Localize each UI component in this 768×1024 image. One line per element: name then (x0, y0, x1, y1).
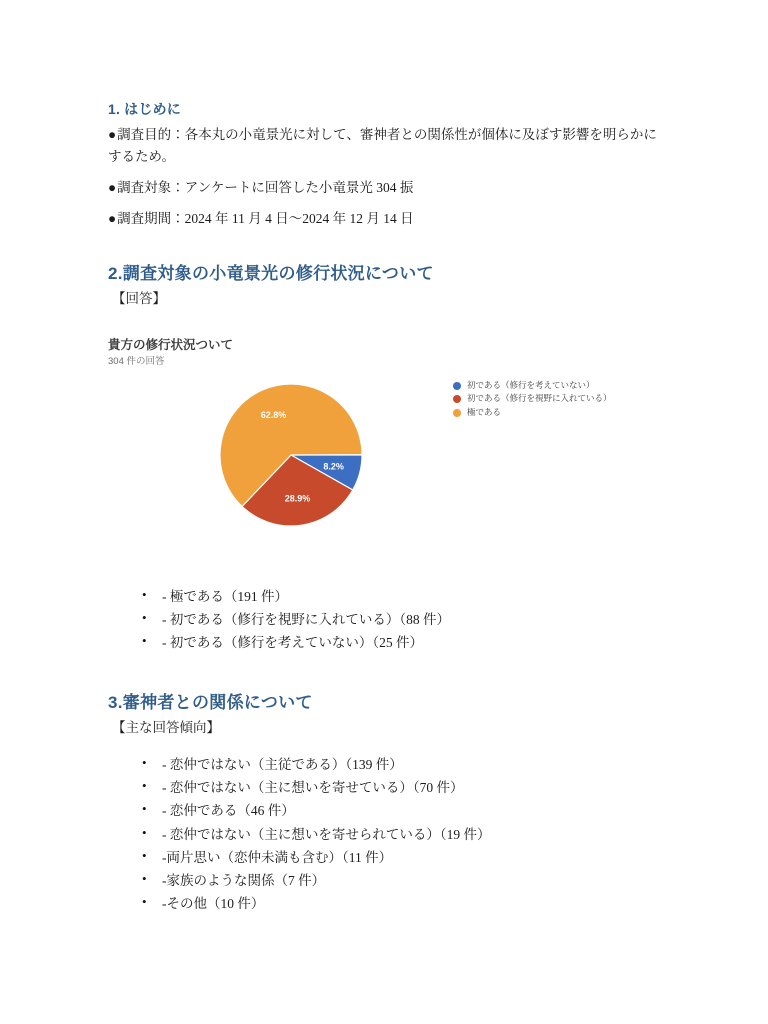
pie-slices (220, 384, 362, 526)
legend-color-dot-icon (453, 382, 461, 390)
legend-color-dot-icon (453, 409, 461, 417)
legend-label: 初である（修行を視野に入れている） (467, 393, 612, 404)
pie-slice-label: 8.2% (323, 461, 344, 472)
section-1-line-2-text: 調査期間：2024 年 11 月 4 日〜2024 年 12 月 14 日 (117, 210, 414, 226)
section-3-result-list (108, 753, 668, 916)
section-2-answer-label: 【回答】 (112, 290, 166, 306)
section-3-answer-label: 【主な回答傾向】 (112, 720, 220, 736)
legend-item (453, 380, 668, 391)
legend-item (453, 393, 668, 404)
bullet-glyph: ● (108, 210, 117, 226)
spacer (108, 239, 668, 263)
legend-color-dot-icon (453, 395, 461, 403)
section-1-line-1-text: 調査対象：アンケートに回答した小竜景光 304 振 (117, 179, 414, 195)
section-1-line-1 (108, 177, 668, 199)
legend-label: 初である（修行を考えていない） (467, 379, 595, 390)
section-1-line-0 (108, 124, 668, 168)
section-1-line-2 (108, 208, 668, 230)
spacer (108, 575, 668, 585)
spacer (108, 313, 668, 337)
list-item: • - 恋仲ではない（主に想いを寄せられている）（19 件） (142, 823, 668, 846)
chart-legend (453, 380, 668, 421)
list-item: • -家族のような関係（7 件） (142, 869, 668, 892)
chart-title: 貴方の修行状況ついて (108, 338, 234, 353)
bullet-glyph: ● (108, 179, 117, 195)
section-3-heading: 3.審神者との関係について (108, 693, 313, 713)
list-item: • - 恋仲ではない（主に想いを寄せている）（70 件） (142, 776, 668, 799)
bullet-glyph: ● (108, 127, 117, 143)
list-item: • -その他（10 件） (142, 892, 668, 915)
pie-slice-label: 62.8% (260, 409, 287, 420)
section-1-line-0-text: 調査目的：各本丸の小竜景光に対して、審神者との関係性が個体に及ぼす影響を明らかにするため。 (108, 127, 657, 165)
list-item: • - 初である（修行を視野に入れている）（88 件） (142, 608, 668, 631)
list-item: • - 極である（191 件） (142, 585, 668, 608)
list-item: • - 恋仲である（46 件） (142, 799, 668, 822)
spacer (108, 654, 668, 692)
chart-area (108, 375, 668, 575)
pie-svg (219, 383, 363, 527)
list-item: • - 恋仲ではない（主従である）（139 件） (142, 753, 668, 776)
list-item: • -両片思い（恋仲未満も含む）（11 件） (142, 846, 668, 869)
chart-response-count: 304 件の回答 (108, 356, 165, 368)
legend-label: 極である (467, 407, 502, 417)
spacer (108, 743, 668, 753)
section-2-heading: 2.調査対象の小竜景光の修行状況について (108, 263, 434, 283)
pie-graphic (219, 383, 363, 527)
pie-slice-label: 28.9% (284, 493, 311, 504)
document-content (108, 100, 668, 915)
section-2-result-list (108, 585, 668, 655)
section-1-heading: 1. はじめに (108, 101, 181, 117)
list-item: • - 初である（修行を考えていない）（25 件） (142, 631, 668, 654)
legend-item (453, 407, 668, 418)
pie-chart-block (108, 337, 668, 575)
